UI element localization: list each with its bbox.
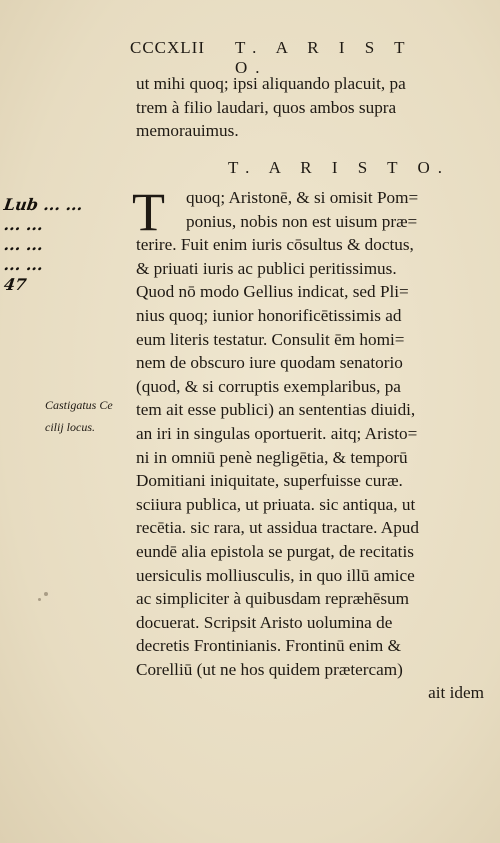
text-line: eundē alia epistola se purgat, de recitatis xyxy=(136,541,414,561)
text-line: ac simpliciter à quibusdam repræhēsum xyxy=(136,589,410,609)
handwritten-line: 47 xyxy=(2,275,28,294)
text-line: uersiculis molliusculis, in quo illū amice xyxy=(136,565,415,585)
handwritten-line: ... ... xyxy=(2,215,45,234)
text-line: nem de obscuro iure quodam senatorio xyxy=(136,353,403,373)
text-line: ut mihi quoq; ipsi aliquando placuit, pa xyxy=(136,74,406,93)
marginal-note xyxy=(45,394,137,438)
handwritten-line: ... ... xyxy=(2,235,45,254)
text-line: docuerat. Scripsit Aristo uolumina de xyxy=(136,612,393,632)
paper-blemish xyxy=(38,598,41,601)
text-line: terire. Fuit enim iuris cōsultus & doctus, xyxy=(136,235,414,255)
paper-blemish xyxy=(44,592,48,596)
text-line: an iri in singulas oportuerit. aitq; Aristo= xyxy=(136,423,418,443)
handwritten-annotation xyxy=(4,195,132,295)
text-line: (quod, & si corruptis exemplaribus, pa xyxy=(136,376,401,396)
main-paragraph xyxy=(136,186,484,705)
text-line: ponius, nobis non est uisum præ= xyxy=(186,211,418,231)
handwritten-line: ... ... xyxy=(2,255,45,274)
text-line: & priuati iuris ac publici peritissimus. xyxy=(136,258,397,278)
running-title: T. A R I S T O. xyxy=(235,38,413,77)
folio-number: CCCXLII xyxy=(130,38,205,57)
text-line: nius quoq; iunior honorificētissimis ad xyxy=(136,305,402,325)
drop-initial: T xyxy=(132,182,165,242)
text-line: memorauimus. xyxy=(136,121,239,141)
marginal-line: cilij locus. xyxy=(45,420,95,434)
handwritten-line: Lub ... ... xyxy=(2,195,85,214)
text-line: decretis Frontinianis. Frontinū enim & xyxy=(136,636,401,656)
section-heading: T. A R I S T O. xyxy=(228,158,451,177)
text-line: quoq; Aristonē, & si omisit Pom= xyxy=(186,188,419,207)
text-line: ait idem xyxy=(428,683,484,703)
text-line: sciiura publica, ut priuata. sic antiqua, ut xyxy=(136,494,416,514)
text-line: ni in omniū penè negligētia, & temporū xyxy=(136,447,408,467)
text-line: trem à filio laudari, quos ambos supra xyxy=(136,97,397,117)
text-line: tem ait esse publici) an sententias diuidi, xyxy=(136,400,416,420)
text-line: Quod nō modo Gellius indicat, sed Pli= xyxy=(136,282,409,302)
text-line: Corelliū (ut ne hos quidem prætercam) xyxy=(136,659,403,679)
marginal-line: Castigatus Ce xyxy=(45,398,113,412)
text-line: recētia. sic rara, ut assidua tractare. Apud xyxy=(136,518,419,538)
text-line: eum literis testatur. Consulit ēm homi= xyxy=(136,329,405,349)
text-line: Domitiani iniquitate, superfuisse curæ. xyxy=(136,471,403,491)
top-paragraph xyxy=(136,72,484,143)
